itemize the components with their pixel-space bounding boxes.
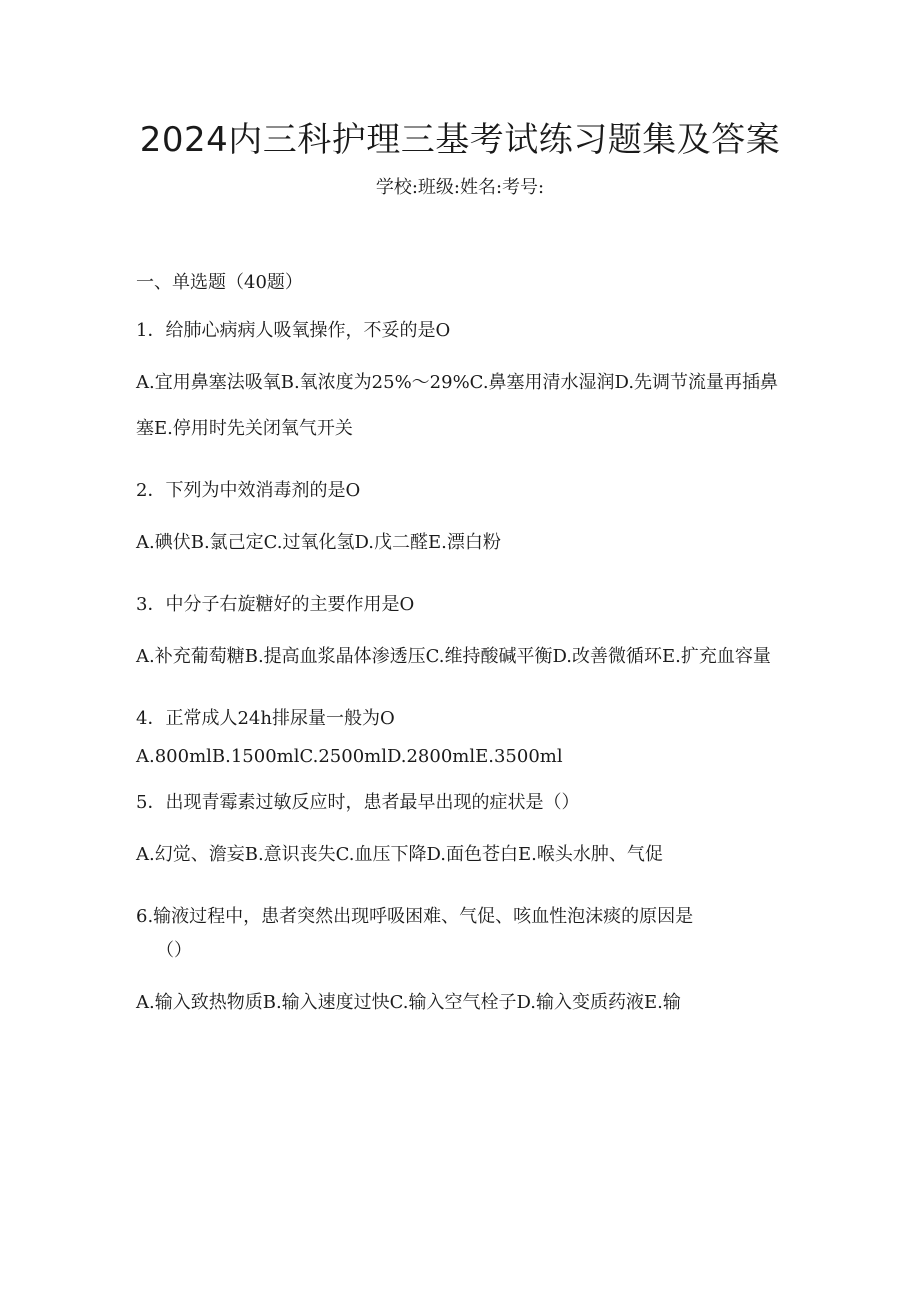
question-stem <box>136 900 786 968</box>
question-5 <box>136 786 786 878</box>
question-stem: 2．下列为中效消毒剂的是O <box>136 480 361 501</box>
question-stem: 4．正常成人24h排尿量一般为O <box>136 708 395 729</box>
question-6 <box>136 900 786 1026</box>
question-options: A.幻觉、澹妄B.意识丧失C.血压下降D.面色苍白E.喉头水肿、气促 <box>136 844 663 865</box>
question-4 <box>136 702 786 774</box>
document-title: 2024内三科护理三基考试练习题集及答案 <box>139 120 781 160</box>
question-stem: 3．中分子右旋糖好的主要作用是O <box>136 594 415 615</box>
question-stem: 1．给肺心病病人吸氧操作，不妥的是O <box>136 320 451 341</box>
section-heading: 一、单选题（40题） <box>136 272 303 293</box>
question-3 <box>136 588 786 680</box>
question-options: A.补充葡萄糖B.提高血浆晶体渗透压C.维持酸碱平衡D.改善微循环E.扩充血容量 <box>136 646 771 667</box>
question-1 <box>136 314 786 452</box>
document-body <box>136 266 786 1048</box>
question-stem: 5．出现青霉素过敏反应时，患者最早出现的症状是（） <box>136 792 580 813</box>
question-stem-text: 6.输液过程中，患者突然出现呼吸困难、气促、咳血性泡沫痰的原因是 <box>136 906 694 927</box>
question-stem-continuation: （） <box>156 940 192 961</box>
question-options: A.宜用鼻塞法吸氧B.氧浓度为25%～29%C.鼻塞用清水湿润D.先调节流量再插鼻塞E.停用时先关闭氧气开关 <box>136 372 779 439</box>
question-options: A.800mlB.1500mlC.2500mlD.2800mlE.3500ml <box>136 746 563 767</box>
document-subtitle: 学校:班级:姓名:考号: <box>375 177 545 198</box>
question-options: A.输入致热物质B.输入速度过快C.输入空气栓子D.输入变质药液E.输 <box>136 992 681 1013</box>
question-2 <box>136 474 786 566</box>
question-options: A.碘伏B.氯己定C.过氧化氢D.戊二醛E.漂白粉 <box>136 532 501 553</box>
